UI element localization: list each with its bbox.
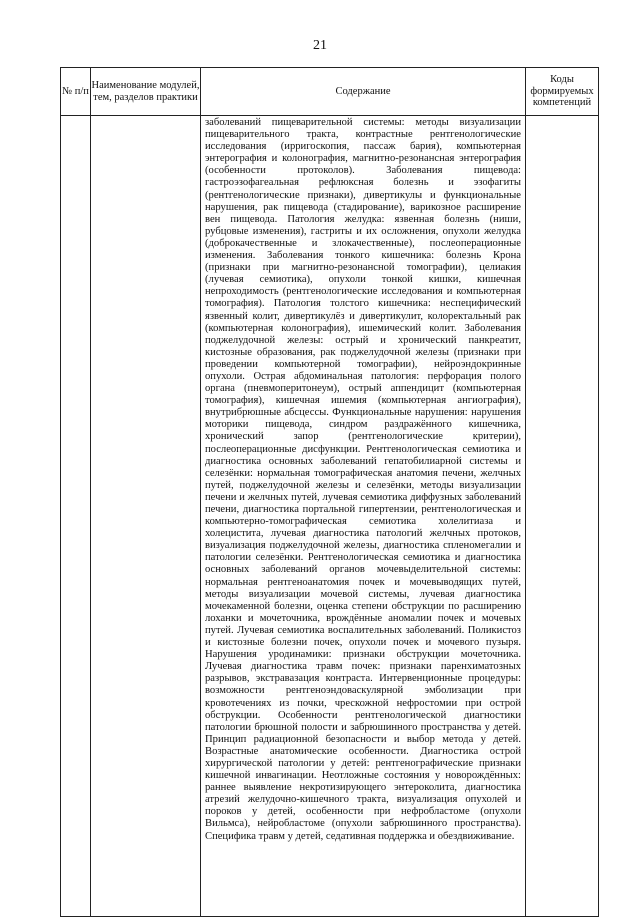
cell-module: [91, 116, 201, 917]
header-module: Наименование модулей, тем, разделов практики: [91, 68, 201, 116]
header-content: Содержание: [201, 68, 526, 116]
curriculum-table: [60, 67, 599, 917]
header-number: № п/п: [61, 68, 91, 116]
header-codes: Коды формируемых компетенций: [526, 68, 599, 116]
cell-number: [61, 116, 91, 917]
content-text: заболеваний пищеварительной системы: методы визуализации пищеварительного тракта, контрастные рентгенологические исследования (ирригоскопия, пассаж бария), компьютерная энтерография и колонография, магнитно-резонансная энтерография (особенности протоколов). Заболевания пищевода: гастроэзофагеальная рефлюксная болезнь и эзофагиты (рентгенологические признаки), дивертикулы и функциональные нарушения, рак пищевода (стадирование), варикозное расширение вен пищевода. Патология желудка: язвенная болезнь (ниши, рубцовые изменения), гастриты и их осложнения, опухоли желудка (доброкачественные и злокачественные), послеоперационные изменения. Заболевания тонкого кишечника: болезнь Крона (признаки при магнитно-резонансной томографии), целиакия (лучевая семиотика), опухоли тонкой кишки, кишечная непроходимость (рентгенологические исследования и компьютерная томография). Патология толстого кишечника: неспецифический язвенный колит, дивертикулёз и дивертикулит, колоректальный рак (компьютерная колонография), ишемический колит. Заболевания поджелудочной железы: острый и хронический панкреатит, кистозные образования, рак поджелудочной железы (признаки при проведении компьютерной томографии), нейроэндокринные опухоли. Острая абдоминальная патология: перфорация полого органа (пневмоперитонеум), острый аппендицит (компьютерная томография), кишечная ишемия (компьютерная ангиография), внутрибрюшные абсцессы. Функциональные нарушения: нарушения моторики пищевода, синдром раздражённого кишечника, хронический запор (рентгенологические критерии), послеоперационные дисфункции. Рентгенологическая семиотика и диагностика основных заболеваний гепатобилиарной системы и селезёнки: нормальная томографическая анатомия печени, желчных путей, поджелудочной железы и селезёнки, методы визуализации печени и желчных путей, лучевая семиотика диффузных заболеваний печени, диагностика портальной гипертензии, рентгенологическая и компьютерно-томографическая семиотика холелитиаза и холецистита, лучевая диагностика патологий желчных протоков, визуализация поджелудочной железы, диагностика спленомегалии и патологии селезёнки. Рентгенологическая семиотика и диагностика основных заболеваний органов мочевыделительной системы: нормальная рентгеноанатомия почек и мочевыводящих путей, методы визуализации мочевой системы, лучевая диагностика мочекаменной болезни, оценка степени обструкции по расширению лоханки и мочеточника, врождённые аномалии почек и мочевых путей. Лучевая семиотика воспалительных заболеваний. Поликистоз и кистозные болезни почек, опухоли почек и мочевого пузыря. Нарушения уродинамики: признаки обструкции мочеточника. Лучевая диагностика травм почек: признаки паренхиматозных разрывов, экстравазация контраста. Интервенционные процедуры: возможности рентгеноэндоваскулярной эмболизации при кровотечениях из почки, чрескожной нефростомии при острой обструкции. Особенности рентгенологической диагностики патологии брюшной полости и забрюшинного пространства у детей. Принцип радиационной безопасности и выбор метода у детей. Возрастные анатомические особенности. Диагностика острой хирургической патологии у детей: рентгенографические признаки кишечной инвагинации. Неотложные состояния у новорождённых: раннее выявление некротизирующего энтероколита, диагностика атрезий желудочно-кишечного тракта, визуализация опухолей и пороков у детей, особенности при нефробластоме (опухоли Вильмса), нейробластоме (опухоли забрюшинного пространства). Специфика травм у детей, седативная поддержка и обездвиживание.: [205, 117, 521, 842]
table-row: [61, 116, 599, 917]
page-number: 21: [313, 38, 327, 53]
cell-content: [201, 116, 526, 917]
cell-codes: [526, 116, 599, 917]
table-header-row: [61, 68, 599, 116]
